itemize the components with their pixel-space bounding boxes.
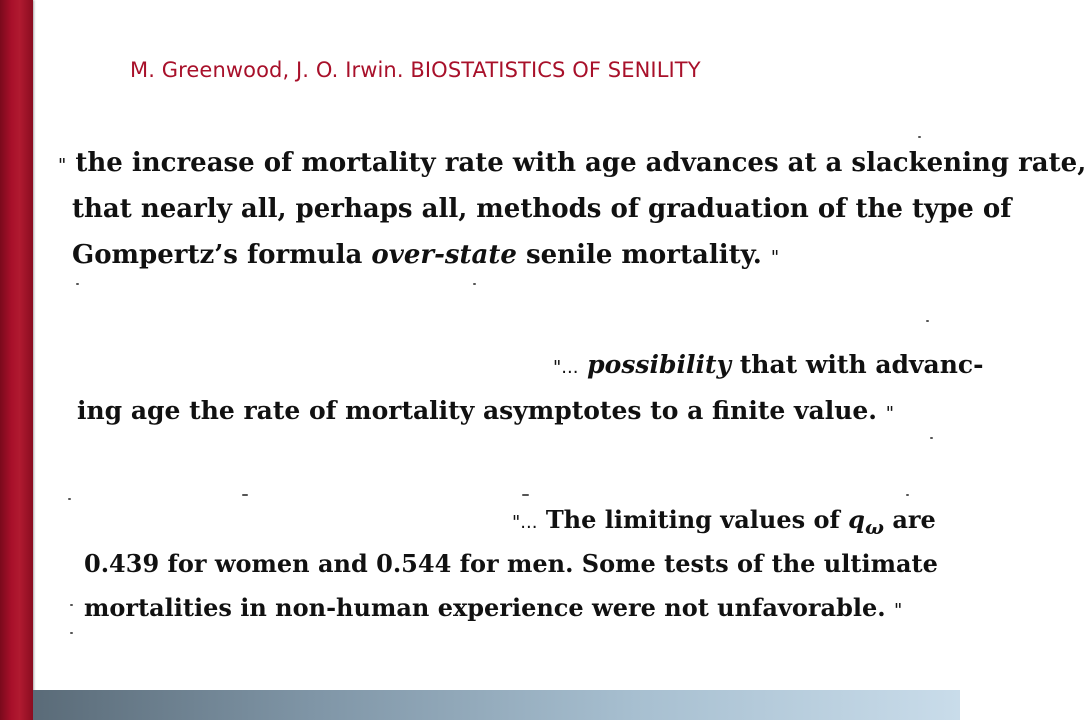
quote-line	[58, 242, 1086, 288]
close-quote-mark: "	[885, 403, 894, 424]
scan-speck	[918, 136, 921, 138]
scan-speck	[930, 437, 933, 439]
quote-text: the increase of mortality rate with age advances at a slackening rate,	[75, 148, 1086, 178]
scan-speck	[926, 320, 929, 322]
scan-speck	[242, 494, 248, 496]
quote-line	[75, 352, 984, 398]
quote-italic-text: over-state	[371, 240, 517, 270]
quote-italic-text: possibility	[587, 350, 732, 379]
scan-speck	[473, 283, 476, 285]
open-quote-mark: "...	[553, 357, 579, 378]
quote-asymptote	[75, 352, 984, 444]
close-quote-mark: "	[893, 600, 903, 621]
quote-text: senile mortality.	[516, 240, 762, 270]
open-quote-mark: "	[58, 155, 67, 176]
scan-speck	[906, 494, 909, 496]
quote-text: The limiting values of	[545, 505, 849, 534]
quote-limiting-values	[84, 505, 938, 640]
quote-line	[84, 593, 938, 640]
quote-text: Gompertz’s formula	[72, 240, 372, 270]
quote-text: that with advanc-	[731, 350, 984, 379]
scan-speck	[70, 604, 73, 606]
quote-line	[84, 505, 938, 552]
bottom-accent-bar	[33, 690, 960, 720]
scan-speck	[68, 498, 71, 500]
quote-line: 0.439 for women and 0.544 for men. Some tests of the ultimate	[84, 549, 938, 578]
open-quote-mark: "...	[512, 512, 538, 533]
scan-speck	[76, 283, 79, 285]
quote-line	[75, 398, 984, 444]
close-quote-mark: "	[770, 247, 780, 268]
quote-line	[58, 150, 1086, 196]
quote-line: that nearly all, perhaps all, methods of graduation of the type of	[72, 194, 1012, 224]
quote-text: ing age the rate of mortality asymptotes to a finite value.	[77, 396, 877, 425]
quote-text: are	[884, 505, 936, 534]
quote-subscript: ω	[864, 514, 884, 539]
quote-gompertz	[58, 150, 1086, 288]
scan-speck	[70, 632, 73, 634]
quote-text: mortalities in non-human experience were not unfavorable.	[84, 593, 886, 622]
quote-italic-text: q	[848, 505, 865, 534]
scan-speck	[522, 494, 529, 496]
left-accent-bar	[0, 0, 33, 720]
slide-title: M. Greenwood, J. O. Irwin. BIOSTATISTICS OF SENILITY	[130, 58, 701, 82]
